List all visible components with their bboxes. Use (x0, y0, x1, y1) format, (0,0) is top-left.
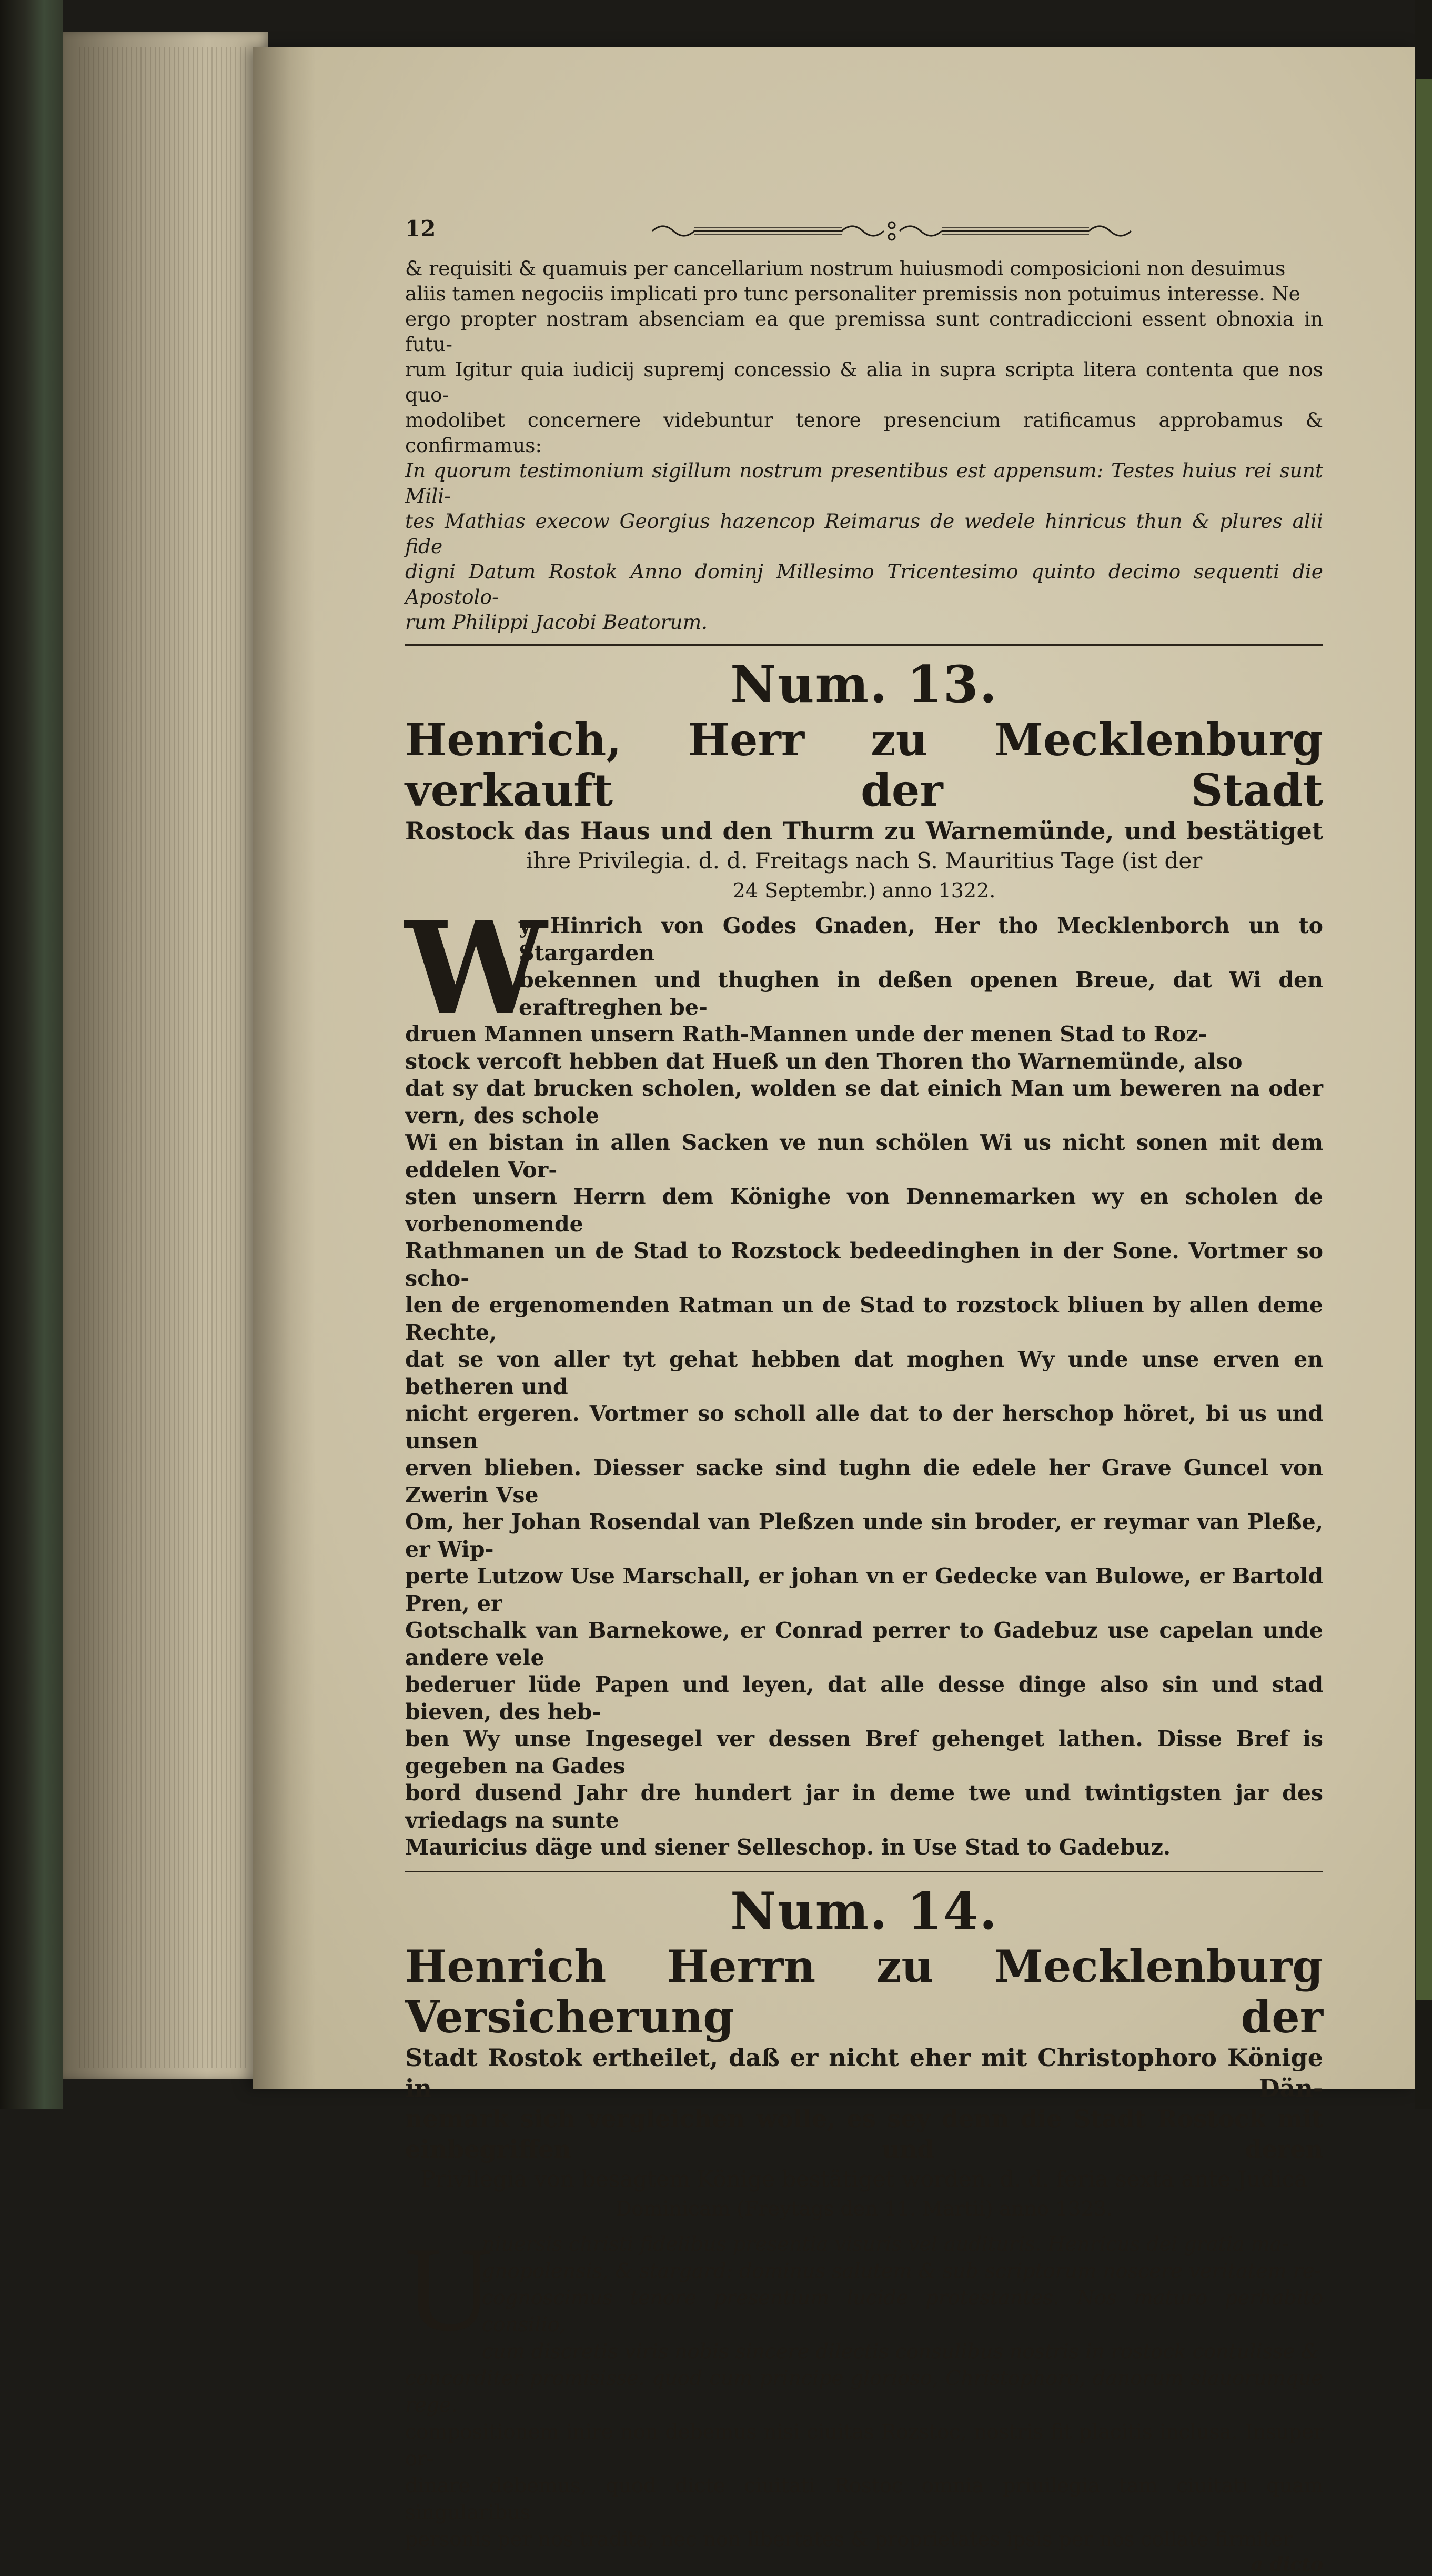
latin-line: aliis tamen negociis implicati pro tunc personaliter premissis non potuimus interesse. Ne (405, 282, 1300, 305)
text-line: cognoscimus tenore presentium lucide protestantes. Nos maturo perhabito consilio, (482, 2286, 1323, 2336)
doc13-title-line: Henrich, Herr zu Mecklenburg verkauft der Stadt (405, 714, 1323, 816)
doc14-title-line: nemark sich vergleichen wolle, es sey denn die Stadt Rostock mit einbegriffen und deren (405, 2104, 1323, 2163)
text-line: y Hinrich von Godes Gnaden, Her tho Mecklenborch un to Stargarden (519, 913, 1323, 966)
text-line: Gotschalk van Barnekowe, er Conrad perrer to Gadebuz use capelan unde andere vele (405, 1618, 1323, 1670)
doc14-date-line: Dominicam (Freytags den 11. Martii) anno 1323. (616, 2197, 1113, 2220)
text-line: concorditer promisisse. quod cum principe glorioso, Christophoro, danorum slauorumque rege. (405, 2366, 1323, 2417)
text-line: druen Mannen unsern Rath-Mannen unde der menen Stad to Roz- (405, 1021, 1207, 1047)
page-gutter-shadow (253, 47, 316, 2089)
latin-italic-line: rum Philippi Jacobi Beatorum. (405, 610, 708, 634)
latin-italic-line: tes Mathias execow Georgius hazencop Reimarus de wedele hinricus thun & plures alii fide (405, 509, 1323, 558)
text-line: ben Wy unse Ingesegel ver dessen Bref gehenget lathen. Disse Bref is gegeben na Gades (405, 1726, 1323, 1779)
text-line: perte Lutzow Use Marschall, er johan vn er Gedecke van Bulowe, er Bartold Pren, er (405, 1563, 1323, 1616)
document-number-13: Num. 13. (730, 655, 998, 714)
drop-cap: W (405, 894, 547, 1043)
text-line: niuersis christi fidelibus presentia visuris vel audituris. Henricus dei gratia ma- (482, 2232, 1289, 2256)
doc13-body (405, 894, 1323, 1861)
doc13-title-line: ihre Privilegia. d. d. Freitags nach S. Mauritius Tage (ist der (526, 848, 1203, 874)
text-line: dat se von aller tyt gehat hebben dat moghen Wy unde unse erven en betheren und (405, 1347, 1323, 1399)
page-stack-lines (79, 47, 247, 2068)
doc13-text (405, 894, 1323, 1861)
charter-conclusion (405, 256, 1323, 635)
page-content (405, 211, 1323, 2576)
latin-line: rum Igitur quia iudicij supremj concessio & alia in supra scripta litera contenta que nos quo- (405, 358, 1323, 406)
text-line: personis per nos tradita, nec non libertates & proprietates ipsis per nos collate firmiter (405, 2527, 1293, 2551)
page-number: 12 (405, 216, 436, 242)
latin-line: ergo propter nostram absenciam ea que premissa sunt contradiccioni essent obnoxia in futu- (405, 307, 1323, 356)
text-line: bord dusend Jahr dre hundert jar in deme twe und twintigsten jar des vriedags na sunte (405, 1780, 1323, 1833)
text-line: compositionem inire non debemus nisi ciuitas Rozstoc, nostris fit placitis inclusa. Insuper or- (405, 2420, 1323, 2470)
latin-italic-line: In quorum testimonium sigillum nostrum presentibus est appensum: Testes huius rei sunt Mili- (405, 459, 1323, 507)
running-header (405, 211, 1323, 253)
text-line: dinare debemus, quod dicte ciuitati Rostoc omnia priuilegia tam ciuitati quam singularibus (405, 2473, 1323, 2524)
drop-cap: U (405, 2221, 493, 2356)
doc14-title-line: Stadt Rostok ertheilet, daß er nicht eher mit Christophoro Könige in Dän- (405, 2043, 1323, 2102)
text-line: bederuer lüde Papen und leyen, dat alle desse dinge also sin und stad bieven, des heb- (405, 1672, 1323, 1725)
section-divider (405, 644, 1323, 648)
text-line: dat sy dat brucken scholen, wolden se dat einich Man um beweren na oder vern, des schole (405, 1076, 1323, 1128)
text-line: Om, her Johan Rosendal van Pleßzen unde sin broder, er reymar van Pleße, er Wip- (405, 1509, 1323, 1562)
doc14-body (405, 2221, 1323, 2576)
green-cover-strip (1416, 79, 1432, 2000)
text-line: stock vercoft hebben dat Hueß un den Thoren tho Warnemünde, also (405, 1048, 1243, 1074)
catchword: a dicto (1251, 2553, 1323, 2575)
text-line: gnopolensis, & stargard: dominus salutem & sub scriptorum noscere veritatem re- (482, 2259, 1322, 2282)
text-line: bekennen und thughen in deßen openen Breue, dat Wi den eraftreghen be- (519, 967, 1323, 1020)
doc14-text (405, 2221, 1323, 2553)
doc13-title-line: Rostock das Haus und den Thurm zu Warnemünde, und bestätiget (405, 817, 1323, 845)
doc14-title-line: Privilegia von besagtem Könige bestätiget worden. d. d. feria sexta ante Judica (420, 2166, 1308, 2192)
text-line: Wi en bistan in allen Sacken ve nun schölen Wi us nicht sonen mit dem eddelen Vor- (405, 1130, 1323, 1182)
header-ornament (642, 218, 1142, 244)
text-line: nicht ergeren. Vortmer so scholl alle dat to der herschop höret, bi us und unsen (405, 1401, 1323, 1454)
text-line: Rathmanen un de Stad to Rozstock bedeedinghen in der Sone. Vortmer so scho- (405, 1238, 1323, 1291)
text-line: erven blieben. Diesser sacke sind tughn die edele her Grave Guncel von Zwerin Vse (405, 1455, 1323, 1508)
document-number-14: Num. 14. (730, 1881, 998, 1941)
text-line: len de ergenomenden Ratman un de Stad to rozstock bliuen by allen deme Rechte, (405, 1292, 1323, 1345)
text-line: sten unsern Herrn dem Könighe von Dennemarken wy en scholen de vorbenomende (405, 1184, 1323, 1237)
latin-line: modolibet concernere videbuntur tenore presencium ratificamus approbamus & confirmamus: (405, 408, 1323, 457)
book-cover-edge (0, 0, 63, 2109)
latin-line: & requisiti & quamuis per cancellarium nostrum huiusmodi composicioni non desuimus (405, 257, 1286, 280)
latin-italic-line: digni Datum Rostok Anno dominj Millesimo Tricentesimo quinto decimo sequenti die Apostolo- (405, 560, 1323, 608)
doc14-title-line: Henrich Herrn zu Mecklenburg Versicherung der (405, 1940, 1323, 2043)
section-divider (405, 1871, 1323, 1875)
text-line: Mauricius däge und siener Selleschop. in Use Stad to Gadebuz. (405, 1835, 1171, 1860)
doc13-date-line: 24 Septembr.) anno 1322. (732, 879, 996, 902)
text-line: cum discretis viris nobis sincere dilectis consulibus nostris in rostock contulisse & (482, 2339, 1319, 2363)
